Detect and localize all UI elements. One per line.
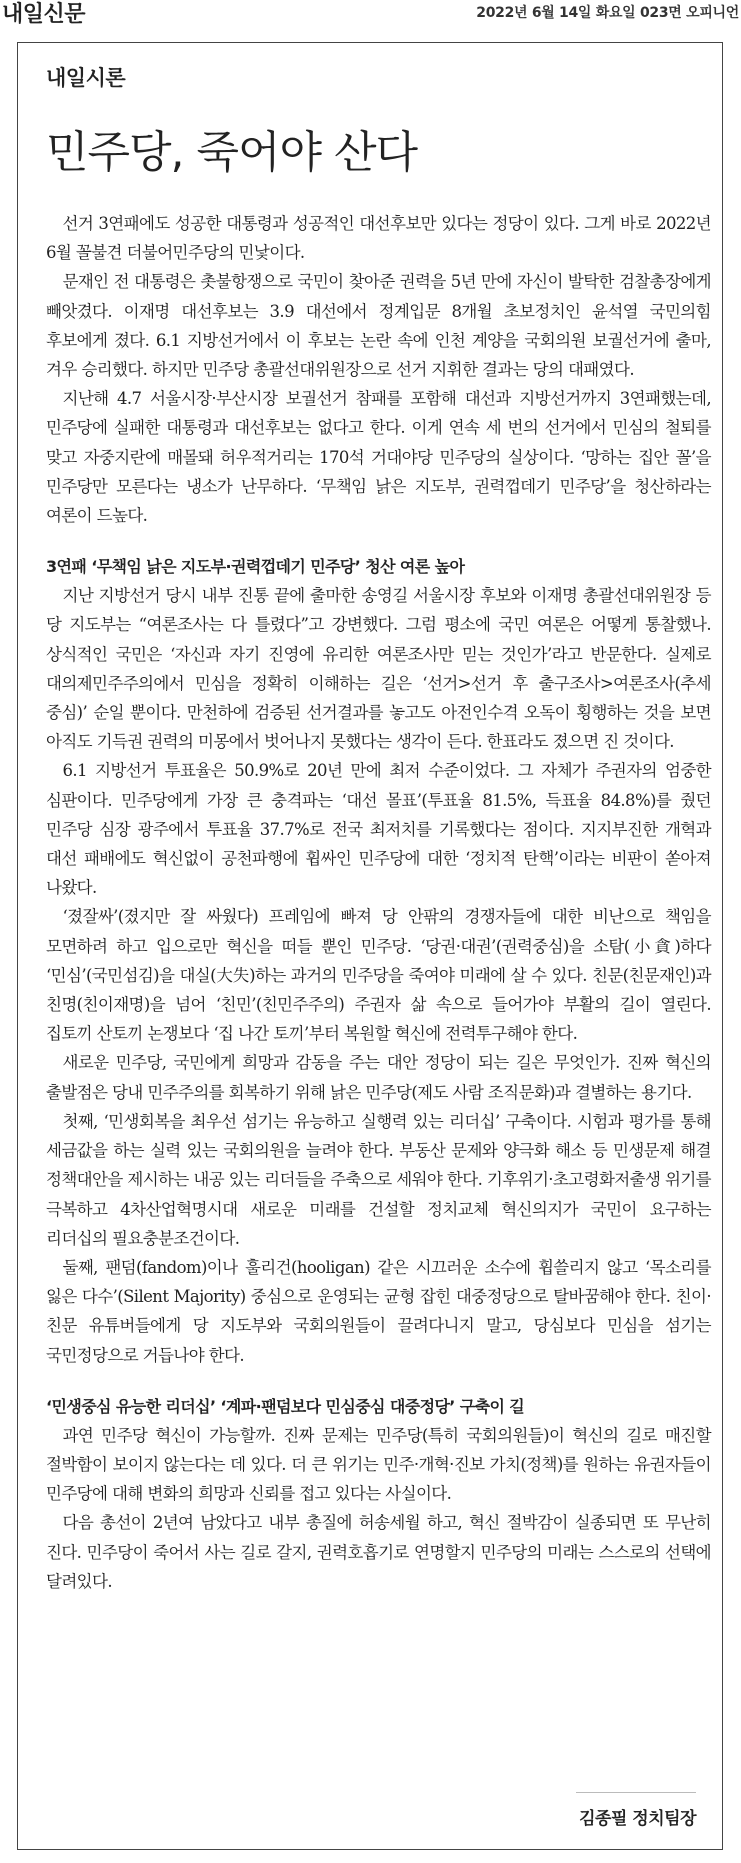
masthead [2,0,739,26]
article-headline: 민주당, 죽어야 산다 [46,127,417,178]
article-content [46,63,711,1596]
paragraph: 지난해 4.7 서울시장·부산시장 보궐선거 참패를 포함해 대선과 지방선거까지 3연패했는데, 민주당에 실패한 대통령과 대선후보는 없다고 한다. 이게 연속 세 번의 선거에서 민심의 철퇴를 맞고 자중지란에 매몰돼 허우적거리는 170석 거대야당 민주당의 실상이다. ‘망하는 집안 꼴’을 민주당만 모른다는 냉소가 난무하다. ‘무책임 낡은 지도부, 권력껍데기 민주당’을 청산하라는 여론이 드높다. [46,389,711,526]
dateline: 2022년 6월 14일 화요일 023면 오피니언 [476,5,739,21]
paragraph: 지난 지방선거 당시 내부 진통 끝에 출마한 송영길 서울시장 후보와 이재명 총괄선대위원장 등 당 지도부는 “여론조사는 다 틀렸다”고 강변했다. 그럼 평소에 국민 여론은 어떻게 통찰했나. 상식적인 국민은 ‘자신과 자기 진영에 유리한 여론조사만 믿는 것인가’라고 반문한다. 실제로 대의제민주주의에서 민심을 정확히 이해하는 길은 ‘선거>선거 후 출구조사>여론조사(추세 중심)’ 순일 뿐이다. 만천하에 검증된 선거결과를 놓고도 아전인수격 오독이 횡행하는 것을 보면 아직도 기득권 권력의 미몽에서 벗어나지 못했다는 생각이 든다. 한표라도 졌으면 진 것이다. [46,586,711,752]
article-body [46,209,711,1596]
author-byline: 김종필 정치팀장 [579,1809,696,1829]
paragraph: 6.1 지방선거 투표율은 50.9%로 20년 만에 최저 수준이었다. 그 자체가 주권자의 엄중한 심판이다. 민주당에게 가장 큰 충격파는 ‘대선 몰표’(투표율 81.5%, 득표율 84.8%)를 줬던 민주당 심장 광주에서 투표율 37.7%로 전국 최저치를 기록했다는 점이다. 지지부진한 개혁과 대선 패배에도 혁신없이 공천파행에 휩싸인 민주당에 대한 ‘정치적 탄핵’이라는 비판이 쏟아져 나왔다. [46,761,711,898]
paragraph: 둘째, 팬덤(fandom)이나 훌리건(hooligan) 같은 시끄러운 소수에 휩쓸리지 않고 ‘목소리를 잃은 다수’(Silent Majority) 중심으로 운영되는 균형 잡힌 대중정당으로 탈바꿈해야 한다. 친이·친문 유튜버들에게 당 지도부와 국회의원들이 끌려다니지 말고, 당심보다 민심을 섬기는 국민정당으로 거듭나야 한다. [46,1257,711,1365]
paragraph: 문재인 전 대통령은 촛불항쟁으로 국민이 찾아준 권력을 5년 만에 자신이 발탁한 검찰총장에게 빼앗겼다. 이재명 대선후보는 3.9 대선에서 정계입문 8개월 초보정치인 윤석열 국민의힘 후보에게 졌다. 6.1 지방선거에서 이 후보는 논란 속에 인천 계양을 국회의원 보궐선거에 출마, 겨우 승리했다. 하지만 민주당 총괄선대위원장으로 선거 지휘한 결과는 당의 대패였다. [46,272,711,380]
paragraph: 다음 총선이 2년여 남았다고 내부 총질에 허송세월 하고, 혁신 절박감이 실종되면 또 무난히 진다. 민주당이 죽어서 사는 길로 갈지, 권력호흡기로 연명할지 민주당의 미래는 스스로의 선택에 달려있다. [46,1513,711,1591]
paragraph: 과연 민주당 혁신이 가능할까. 진짜 문제는 민주당(특히 국회의원들)이 혁신의 길로 매진할 절박함이 보이지 않는다는 데 있다. 더 큰 위기는 민주·개혁·진보 가치(정책)를 원하는 유권자들이 민주당에 대해 변화의 희망과 신뢰를 접고 있다는 사실이다. [46,1425,711,1504]
article-frame [17,42,723,1850]
paragraph: 선거 3연패에도 성공한 대통령과 성공적인 대선후보만 있다는 정당이 있다. 그게 바로 2022년 6월 꼴불견 더불어민주당의 민낯이다. [46,214,711,263]
subheading: ‘민생중심 유능한 리더십’ ‘계파·팬덤보다 민심중심 대중정당’ 구축이 길 [46,1396,525,1416]
paragraph: ‘졌잘싸’(졌지만 잘 싸웠다) 프레임에 빠져 당 안팎의 경쟁자들에 대한 비난으로 책임을 모면하려 하고 입으로만 혁신을 떠들 뿐인 민주당. ‘당권·대권’(권력중심)을 소탐(小貪)하다 ‘민심’(국민섬김)을 대실(大失)하는 과거의 민주당을 죽여야 미래에 살 수 있다. 친문(친문재인)과 친명(친이재명)을 넘어 ‘친민’(친민주주의) 주권자 삶 속으로 들어가야 부활의 길이 열린다. 집토끼 산토끼 논쟁보다 ‘집 나간 토끼’부터 복원할 혁신에 전력투구해야 한다. [46,907,711,1044]
newspaper-logo[interactable]: 내일신문 [2,2,86,27]
paragraph: 새로운 민주당, 국민에게 희망과 감동을 주는 대안 정당이 되는 길은 무엇인가. 진짜 혁신의 출발점은 당내 민주주의를 회복하기 위해 낡은 민주당(제도 사람 조직문화)과 결별하는 용기다. [46,1053,711,1102]
byline-divider [576,1792,696,1793]
paragraph: 첫째, ‘민생회복을 최우선 섬기는 유능하고 실행력 있는 리더십’ 구축이다. 시험과 평가를 통해 세금값을 하는 실력 있는 국회의원을 늘려야 한다. 부동산 문제와 양극화 해소 등 민생문제 해결 정책대안을 제시하는 내공 있는 리더들을 주축으로 세워야 한다. 기후위기·초고령화저출생 위기를 극복하고 4차산업혁명시대 새로운 미래를 건설할 정치교체 혁신의지가 국민이 요구하는 리더십의 필요충분조건이다. [46,1111,711,1248]
column-name: 내일시론 [46,66,126,90]
subheading: 3연패 ‘무책임 낡은 지도부·권력껍데기 민주당’ 청산 여론 높아 [46,557,465,577]
